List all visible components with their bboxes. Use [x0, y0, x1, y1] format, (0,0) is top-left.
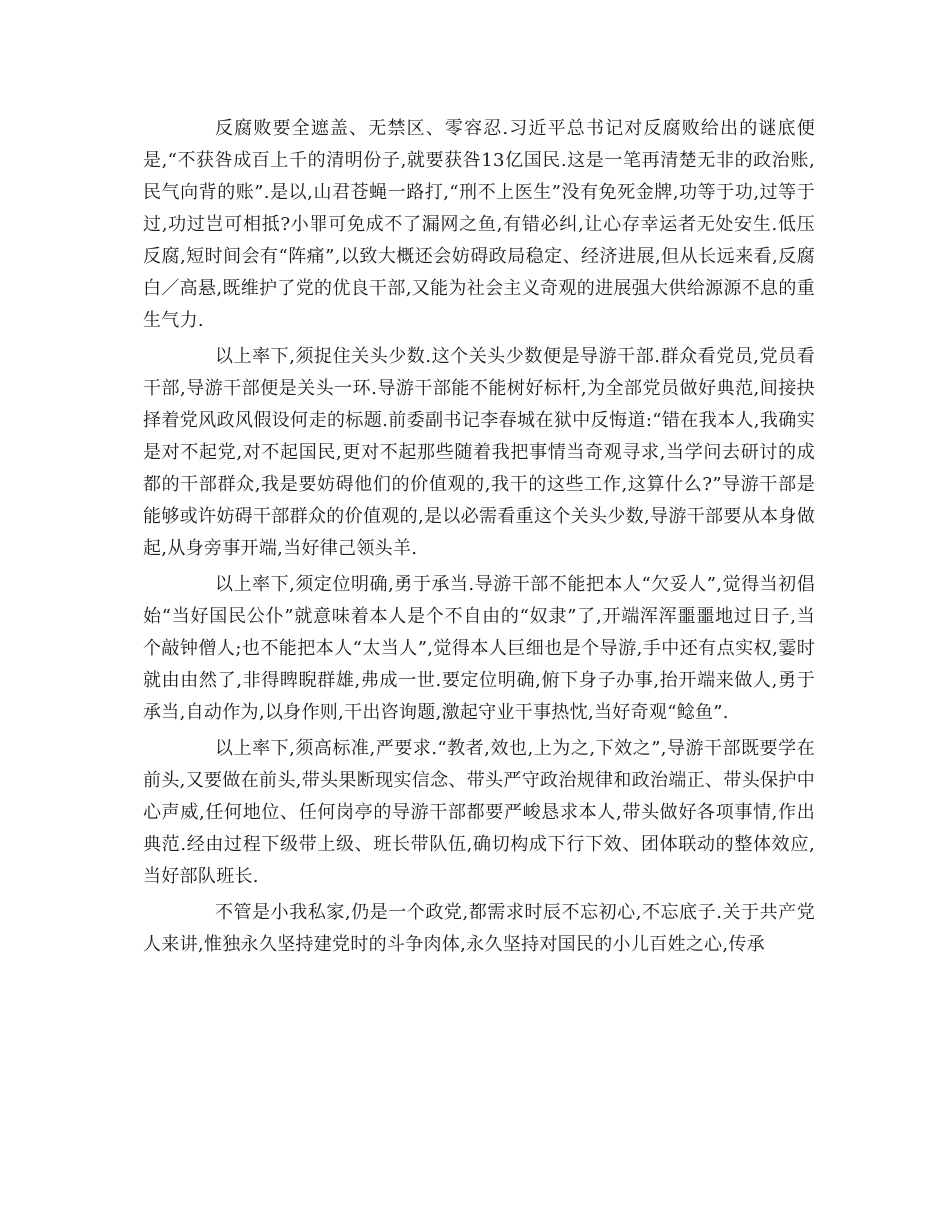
- paragraph-original-aspiration: 不管是小我私家,仍是一个政党,都需求时辰不忘初心,不忘底子.关于共产党人来讲,惟独永久坚持建党时的斗争肉体,永久坚持对国民的小儿百姓之心,传承: [143, 902, 815, 955]
- paragraph-clear-positioning: 以上率下,须定位明确,勇于承当.导游干部不能把本人“欠妥人”,觉得当初倡始“当好国民公仆”就意味着本人是个不自由的“奴隶”了,开端浑浑噩噩地过日子,当个敲钟僧人;也不能把本人“太当人”,觉得本人巨细也是个导游,手中还有点实权,霎时就由由然了,非得睥睨群雄,弗成一世.要定位明确,俯下身子办事,抬开端来做人,勇于承当,自动作为,以身作则,干出咨询题,激起守业干事热忱,当好奇观“鲶鱼”.: [143, 574, 815, 723]
- paragraph-high-standards: 以上率下,须高标准,严要求.“教者,效也,上为之,下效之”,导游干部既要学在前头,又要做在前头,带头果断现实信念、带头严守政治规律和政治端正、带头保护中心声威,任何地位、任何岗亭的导游干部都要严峻恳求本人,带头做好各项事情,作出典范.经由过程下级带上级、班长带队伍,确切构成下行下效、团体联动的整体效应,当好部队班长.: [143, 738, 815, 887]
- paragraph-key-minority: 以上率下,须捉住关头少数.这个关头少数便是导游干部.群众看党员,党员看干部,导游干部便是关头一环.导游干部能不能树好标杆,为全部党员做好典范,间接抉择着党风政风假设何走的标题.前委副书记李春城在狱中反悔道:“错在我本人,我确实是对不起党,对不起国民,更对不起那些随着我把事情当奇观寻求,当学问去研讨的成都的干部群众,我是要妨碍他们的价值观的,我干的这些工作,这算什么?”导游干部是能够或许妨碍干部群众的价值观的,是以必需看重这个关头少数,导游干部要从本身做起,从身旁事开端,当好律己领头羊.: [143, 346, 815, 559]
- document-body: [143, 113, 815, 965]
- paragraph-anti-corruption: 反腐败要全遮盖、无禁区、零容忍.习近平总书记对反腐败给出的谜底便是,“不获咎成百上千的清明份子,就要获咎13亿国民.这是一笔再清楚无非的政治账,民气向背的账”.是以,山君苍蝇一路打,“刑不上医生”没有免死金牌,功等于功,过等于过,功过岂可相抵?小罪可免成不了漏网之鱼,有错必纠,让心存幸运者无处安生.低压反腐,短时间会有“阵痛”,以致大概还会妨碍政局稳定、经济进展,但从长远来看,反腐白／高悬,既维护了党的优良干部,又能为社会主义奇观的进展强大供给源源不息的重生气力.: [143, 118, 815, 331]
